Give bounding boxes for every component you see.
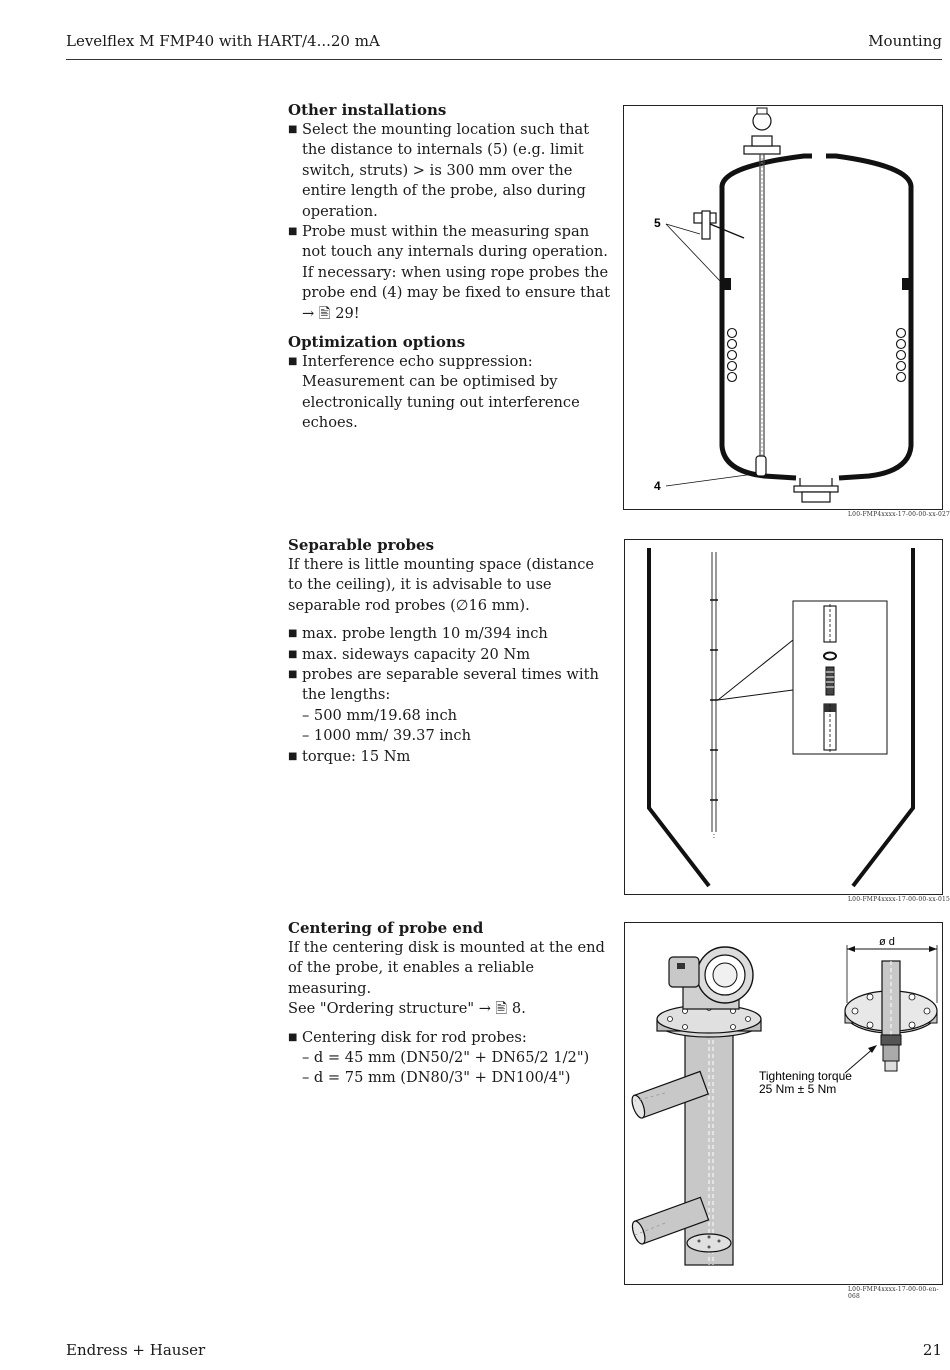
heading-optimization: Optimization options <box>288 333 466 352</box>
heading-centering: Centering of probe end <box>288 919 484 937</box>
centering-drawing <box>625 923 942 1284</box>
section-other-installations <box>288 100 610 434</box>
footer-company: Endress + Hauser <box>66 1341 206 1359</box>
page-number: 21 <box>922 1341 942 1359</box>
centering-disk-text: Centering disk for rod probes: <box>302 1028 527 1046</box>
length-500: – 500 mm/19.68 inch <box>302 706 458 724</box>
figure-separable-probes <box>624 539 943 895</box>
separable-lengths-text: probes are separable several times with the lengths: <box>302 666 599 704</box>
section-separable-probes <box>288 535 610 767</box>
separable-intro: If there is little mounting space (distance to the ceiling), it is advisable to use separable rod probes (∅16 mm). <box>288 556 595 614</box>
label-4: 4 <box>654 479 661 493</box>
label-5: 5 <box>654 216 661 230</box>
bullet-centering-disk <box>288 1028 610 1089</box>
separable-drawing <box>625 540 942 894</box>
centering-item-45: – d = 45 mm (DN50/2" + DN65/2 1/2") <box>302 1049 590 1067</box>
tank-drawing <box>624 106 942 509</box>
torque-line-1: Tightening torque <box>759 1069 852 1083</box>
figure-id-separable: L00-FMP4xxxx-17-00-00-xx-015 <box>848 896 950 903</box>
figure-centering-disk <box>624 922 943 1285</box>
label-diameter: ø d <box>879 936 895 948</box>
bullet-echo-suppression: ■ Interference echo suppression: Measurement can be optimised by electronically tuning out interference echoes. <box>288 352 610 434</box>
centering-item-75: – d = 75 mm (DN80/3" + DN100/4") <box>302 1069 571 1087</box>
header-section: Mounting <box>868 32 942 50</box>
figure-tank-internals <box>623 105 943 510</box>
bullet-separable-lengths <box>288 665 610 747</box>
bullet-sideways-capacity: ■ max. sideways capacity 20 Nm <box>288 645 610 665</box>
heading-separable-probes: Separable probes <box>288 536 435 554</box>
length-1000: – 1000 mm/ 39.37 inch <box>302 727 472 745</box>
section-centering <box>288 918 610 1089</box>
bullet-torque: ■ torque: 15 Nm <box>288 747 610 767</box>
figure-id-centering: L00-FMP4xxxx-17-00-00-en-068 <box>848 1286 939 1300</box>
figure-id-tank: L00-FMP4xxxx-17-00-00-xx-027 <box>848 511 950 518</box>
bullet-max-length: ■ max. probe length 10 m/394 inch <box>288 624 610 644</box>
centering-see: See "Ordering structure" → 🖹 8. <box>288 1000 526 1018</box>
header-rule <box>66 59 942 60</box>
heading-other-installations: Other installations <box>288 101 447 119</box>
bullet-probe-span: ■ Probe must within the measuring span not touch any internals during operation. If necessary: when using rope probes the probe end (4) may be fixed to ensure that → 🖹 29! <box>288 222 610 324</box>
centering-intro: If the centering disk is mounted at the end of the probe, it enables a reliable measuring. <box>288 939 605 997</box>
torque-line-2: 25 Nm ± 5 Nm <box>759 1082 837 1096</box>
header-title: Levelflex M FMP40 with HART/4...20 mA <box>66 32 380 50</box>
bullet-mounting-location: ■ Select the mounting location such that the distance to internals (5) (e.g. limit switch, struts) > is 300 mm over the entire length of the probe, also during operation. <box>288 120 610 222</box>
